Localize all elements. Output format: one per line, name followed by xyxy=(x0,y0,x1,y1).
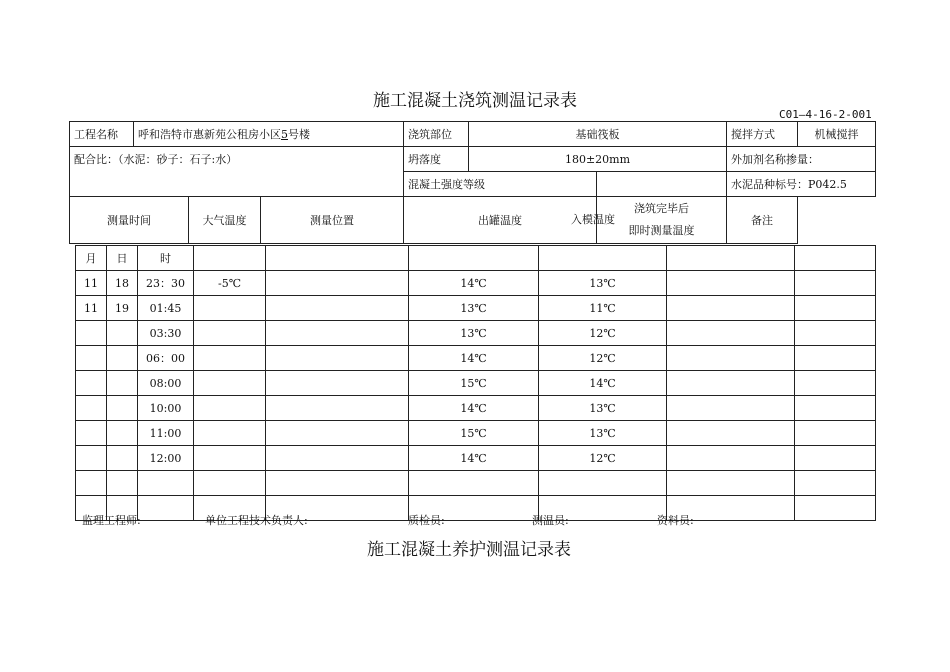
inspector-signature-label: 质检员: xyxy=(408,514,445,527)
cell-time: 10:00 xyxy=(138,396,194,421)
tech-lead-signature-label: 单位工程技术负责人: xyxy=(205,514,308,527)
supervisor-signature-label: 监理工程师: xyxy=(82,514,141,527)
cell-position xyxy=(266,271,409,296)
cell-day xyxy=(107,371,138,396)
cell-remark xyxy=(795,446,876,471)
cell-time: 03:30 xyxy=(138,321,194,346)
cell-position xyxy=(266,446,409,471)
cell-out: 14℃ xyxy=(409,446,539,471)
cell-position xyxy=(266,371,409,396)
project-name-value: 呼和浩特市惠新苑公租房小区5号楼 xyxy=(134,122,404,147)
cell-position xyxy=(266,396,409,421)
temperature-data-table xyxy=(75,245,876,521)
admixture-label: 外加剂名称掺量： xyxy=(727,147,876,172)
cell-air xyxy=(194,296,266,321)
cell-remark xyxy=(795,296,876,321)
project-name-label: 工程名称 xyxy=(70,122,134,147)
col-day: 日 xyxy=(107,246,138,271)
cell-remark xyxy=(795,496,876,521)
cell-day xyxy=(107,346,138,371)
cement-grade-label: 水泥品种标号：P042.5 xyxy=(727,172,876,197)
cell-position xyxy=(266,296,409,321)
cell-in: 12℃ xyxy=(539,446,667,471)
cell-air xyxy=(194,446,266,471)
document-code: C01—4-16-2-001 xyxy=(779,108,872,121)
strength-grade-value xyxy=(597,172,727,197)
cell-after xyxy=(667,271,795,296)
cell-month xyxy=(76,321,107,346)
cell-in: 11℃ xyxy=(539,296,667,321)
cell-air xyxy=(194,471,266,496)
cell-out: 13℃ xyxy=(409,296,539,321)
col-after-pour-temp: 浇筑完毕后 即时测量温度 xyxy=(597,197,727,244)
cell-remark xyxy=(795,421,876,446)
cell-after xyxy=(667,371,795,396)
sub-header-row xyxy=(76,246,876,271)
table-row xyxy=(76,496,876,521)
cell-out: 15℃ xyxy=(409,421,539,446)
cell-out: 14℃ xyxy=(409,346,539,371)
cell-air: -5℃ xyxy=(194,271,266,296)
cell-air xyxy=(194,321,266,346)
cell-air xyxy=(194,396,266,421)
cell-month xyxy=(76,446,107,471)
strength-grade-label: 混凝土强度等级 xyxy=(404,172,597,197)
cell-after xyxy=(667,421,795,446)
cell-month xyxy=(76,471,107,496)
table-row xyxy=(76,296,876,321)
cell-day xyxy=(107,421,138,446)
cell-after xyxy=(667,321,795,346)
cell-in: 12℃ xyxy=(539,321,667,346)
col-hour: 时 xyxy=(138,246,194,271)
cell-day xyxy=(107,471,138,496)
cell-remark xyxy=(795,271,876,296)
cell-air xyxy=(194,346,266,371)
cell-in: 13℃ xyxy=(539,396,667,421)
cell-month xyxy=(76,421,107,446)
cell-day: 19 xyxy=(107,296,138,321)
cell-after xyxy=(667,471,795,496)
cell-position xyxy=(266,346,409,371)
cell-day: 18 xyxy=(107,271,138,296)
pour-part-label: 浇筑部位 xyxy=(404,122,469,147)
cell-month xyxy=(76,346,107,371)
col-in-mold-temp: 入模温度 xyxy=(571,213,615,226)
col-out-tank-temp: 出罐温度 xyxy=(404,197,597,244)
col-air-temp: 大气温度 xyxy=(189,197,261,244)
mix-method-label: 搅拌方式 xyxy=(727,122,798,147)
slump-label: 坍落度 xyxy=(404,147,469,172)
cell-in: 13℃ xyxy=(539,421,667,446)
cell-out xyxy=(409,471,539,496)
thermometrist-signature-label: 测温员: xyxy=(532,514,569,527)
cell-out: 13℃ xyxy=(409,321,539,346)
col-measure-position: 测量位置 xyxy=(261,197,404,244)
cell-day xyxy=(107,396,138,421)
cell-after xyxy=(667,396,795,421)
cell-time: 23：30 xyxy=(138,271,194,296)
cell-after xyxy=(667,346,795,371)
cell-month xyxy=(76,371,107,396)
table-row xyxy=(76,446,876,471)
cell-remark xyxy=(795,346,876,371)
cell-remark xyxy=(795,321,876,346)
col-measure-time: 测量时间 xyxy=(70,197,189,244)
cell-remark xyxy=(795,371,876,396)
mix-method-value: 机械搅拌 xyxy=(798,122,876,147)
cell-month xyxy=(76,396,107,421)
cell-time: 08:00 xyxy=(138,371,194,396)
pour-part-value: 基础筏板 xyxy=(469,122,727,147)
cell-remark xyxy=(795,396,876,421)
table-row xyxy=(76,346,876,371)
cell-position xyxy=(266,321,409,346)
cell-time: 06：00 xyxy=(138,346,194,371)
table-row xyxy=(76,396,876,421)
slump-value: 180±20mm xyxy=(469,147,727,172)
table-row xyxy=(76,321,876,346)
cell-position xyxy=(266,421,409,446)
cell-in xyxy=(539,471,667,496)
cell-time: 12:00 xyxy=(138,446,194,471)
table-row xyxy=(76,271,876,296)
cell-out: 14℃ xyxy=(409,396,539,421)
cell-time xyxy=(138,496,194,521)
cell-time xyxy=(138,471,194,496)
cell-out: 15℃ xyxy=(409,371,539,396)
cell-after xyxy=(667,296,795,321)
info-table xyxy=(69,121,876,244)
cell-time: 01:45 xyxy=(138,296,194,321)
page-title: 施工混凝土浇筑测温记录表 xyxy=(373,91,577,111)
col-remarks: 备注 xyxy=(727,197,798,244)
cell-air xyxy=(194,421,266,446)
table-row xyxy=(76,421,876,446)
cell-month: 11 xyxy=(76,296,107,321)
cell-after xyxy=(667,446,795,471)
data-clerk-signature-label: 资料员: xyxy=(657,514,694,527)
cell-month: 11 xyxy=(76,271,107,296)
cell-time: 11:00 xyxy=(138,421,194,446)
col-month: 月 xyxy=(76,246,107,271)
cell-position xyxy=(266,471,409,496)
cell-in: 14℃ xyxy=(539,371,667,396)
cell-day xyxy=(107,446,138,471)
cell-day xyxy=(107,321,138,346)
cell-remark xyxy=(795,471,876,496)
cell-air xyxy=(194,371,266,396)
cell-out: 14℃ xyxy=(409,271,539,296)
mix-ratio-label: 配合比：（水泥：砂子：石子:水） xyxy=(70,147,404,197)
cell-in: 12℃ xyxy=(539,346,667,371)
second-title: 施工混凝土养护测温记录表 xyxy=(367,540,571,560)
table-row xyxy=(76,371,876,396)
cell-in: 13℃ xyxy=(539,271,667,296)
table-row xyxy=(76,471,876,496)
